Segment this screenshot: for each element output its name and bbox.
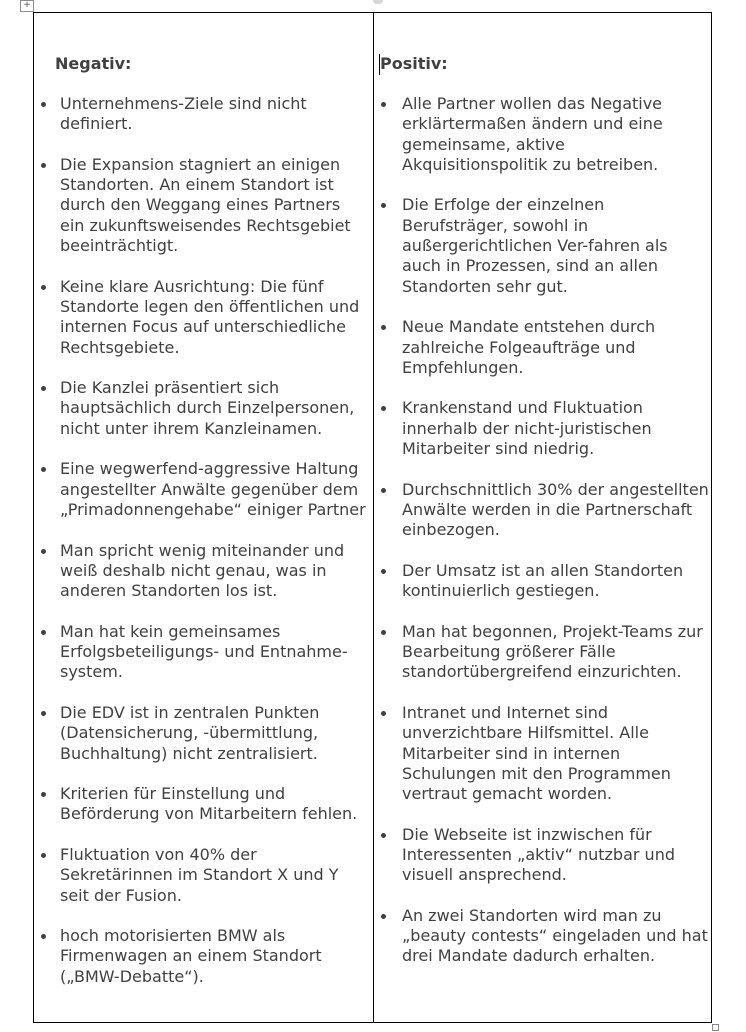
list-item-text: Eine wegwerfend-aggressive Haltung angestellter Anwälte gegenüber dem „Primadonnengehabe“ einiger Partner bbox=[60, 459, 366, 519]
positive-list bbox=[374, 94, 712, 987]
list-item-text: Man spricht wenig miteinander und weiß deshalb nicht genau, was in anderen Standorten los ist. bbox=[60, 540, 345, 601]
bullet-icon bbox=[41, 285, 46, 290]
list-item-text: hoch motorisierten BMW als Firmenwagen an einem Standort („BMW-Debatte“). bbox=[60, 926, 322, 986]
list-item bbox=[34, 459, 373, 520]
list-item bbox=[374, 480, 712, 541]
negative-list bbox=[34, 94, 373, 1007]
bullet-icon bbox=[381, 711, 386, 716]
bullet-icon bbox=[381, 203, 386, 208]
bullet-icon bbox=[381, 488, 386, 493]
list-item bbox=[374, 561, 712, 602]
list-item-text: Durchschnittlich 30% der angestellten Anwälte werden in die Partnerschaft einbezogen. bbox=[402, 479, 709, 540]
list-item-text: Man hat begonnen, Projekt-Teams zur Bearbeitung größerer Fälle standortübergreifend einzurichten. bbox=[402, 621, 703, 682]
bullet-icon bbox=[381, 569, 386, 574]
list-item-text: Die Kanzlei präsentiert sich hauptsächlich durch Einzelpersonen, nicht unter ihrem Kanzleinamen. bbox=[60, 378, 355, 438]
bullet-icon bbox=[381, 325, 386, 330]
negative-column[interactable] bbox=[34, 13, 373, 1022]
list-item-text: Man hat kein gemeinsames Erfolgsbeteiligungs- und Entnahme-system. bbox=[60, 621, 348, 682]
positive-heading: Positiv: bbox=[380, 54, 448, 73]
list-item bbox=[374, 906, 712, 967]
list-item-text: Die Erfolge der einzelnen Berufsträger, sowohl in außergerichtlichen Ver-fahren als auch in Prozessen, sind an allen Standorten sehr gut. bbox=[402, 195, 668, 296]
list-item bbox=[34, 622, 373, 683]
bullet-icon bbox=[381, 102, 386, 107]
list-item-text: Kriterien für Einstellung und Beförderung von Mitarbeitern fehlen. bbox=[60, 784, 358, 824]
table-move-handle[interactable]: + bbox=[20, 0, 34, 12]
list-item bbox=[34, 541, 373, 602]
list-item bbox=[374, 195, 712, 296]
bullet-icon bbox=[41, 102, 46, 107]
bullet-icon bbox=[41, 549, 46, 554]
list-item-text: Keine klare Ausrichtung: Die fünf Standorte legen den öffentlichen und internen Focus auf unterschiedliche Rechtsgebiete. bbox=[60, 276, 360, 357]
list-item-text: Unternehmens-Ziele sind nicht definiert. bbox=[60, 94, 307, 134]
list-item-text: Krankenstand und Fluktuation innerhalb der nicht-juristischen Mitarbeiter sind niedrig. bbox=[402, 398, 652, 459]
list-item-text: Intranet und Internet sind unverzichtbare Hilfsmittel. Alle Mitarbeiter sind in internen Schulungen mit den Programmen vertraut gemacht worden. bbox=[402, 702, 671, 804]
list-item bbox=[374, 622, 712, 683]
list-item-text: Die Expansion stagniert an einigen Standorten. An einem Standort ist durch den Weggang eines Partners ein zukunftsweisendes Rechtsgebiet beeinträchtigt. bbox=[60, 154, 351, 256]
bullet-icon bbox=[41, 467, 46, 472]
bullet-icon bbox=[381, 406, 386, 411]
list-item bbox=[34, 703, 373, 764]
swot-table bbox=[33, 12, 712, 1023]
list-item-text: Fluktuation von 40% der Sekretärinnen im Standort X und Y seit der Fusion. bbox=[60, 844, 339, 905]
bullet-icon bbox=[41, 163, 46, 168]
bullet-icon bbox=[41, 630, 46, 635]
list-item-text: An zwei Standorten wird man zu „beauty contests“ eingeladen und hat drei Mandate dadurch erhalten. bbox=[402, 905, 708, 966]
list-item bbox=[374, 825, 712, 886]
list-item bbox=[34, 277, 373, 358]
list-item bbox=[34, 784, 373, 825]
list-item bbox=[374, 703, 712, 804]
list-item-text: Der Umsatz ist an allen Standorten kontinuierlich gestiegen. bbox=[402, 560, 684, 601]
bullet-icon bbox=[381, 630, 386, 635]
negative-heading: Negativ: bbox=[55, 54, 132, 73]
list-item bbox=[34, 94, 373, 135]
list-item-text: Die Webseite ist inzwischen für Interessenten „aktiv“ nutzbar und visuell ansprechend. bbox=[402, 824, 675, 885]
list-item bbox=[34, 926, 373, 987]
list-item bbox=[374, 398, 712, 459]
bullet-icon bbox=[41, 711, 46, 716]
bullet-icon bbox=[381, 833, 386, 838]
list-item bbox=[34, 378, 373, 439]
list-item bbox=[34, 155, 373, 256]
bullet-icon bbox=[41, 792, 46, 797]
column-resize-marker[interactable] bbox=[373, 0, 383, 4]
list-item-text: Alle Partner wollen das Negative erklärtermaßen ändern und eine gemeinsame, aktive Akquisitionspolitik zu betreiben. bbox=[402, 94, 663, 174]
bullet-icon bbox=[41, 386, 46, 391]
table-resize-handle[interactable] bbox=[712, 1024, 719, 1031]
bullet-icon bbox=[41, 853, 46, 858]
bullet-icon bbox=[41, 934, 46, 939]
list-item-text: Die EDV ist in zentralen Punkten (Datensicherung, -übermittlung, Buchhaltung) nicht zentralisiert. bbox=[60, 702, 320, 763]
list-item bbox=[374, 317, 712, 378]
bullet-icon bbox=[381, 914, 386, 919]
list-item-text: Neue Mandate entstehen durch zahlreiche Folgeaufträge und Empfehlungen. bbox=[402, 317, 656, 377]
list-item bbox=[374, 94, 712, 175]
list-item bbox=[34, 845, 373, 906]
positive-column[interactable] bbox=[374, 13, 712, 1022]
